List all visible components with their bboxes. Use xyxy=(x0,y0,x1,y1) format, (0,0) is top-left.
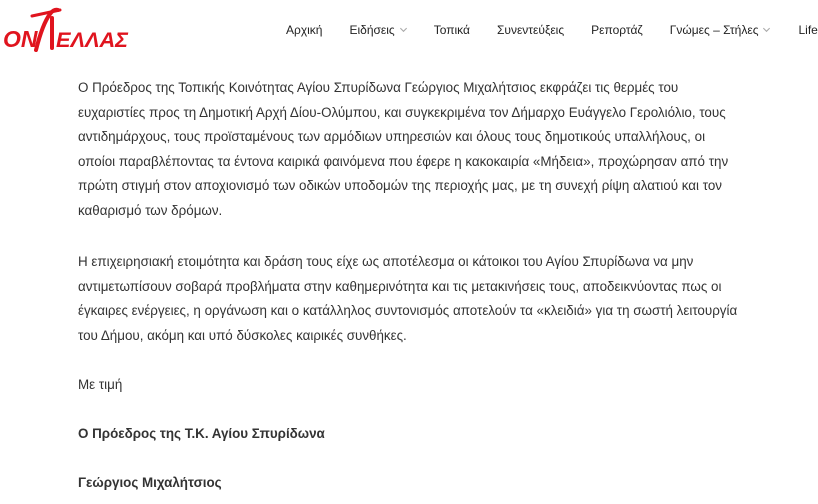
nav-item-opinions[interactable] xyxy=(670,23,772,37)
text-line: καθαρισμό των δρόμων. xyxy=(78,202,223,218)
nav-item-label: Τοπικά xyxy=(433,23,470,37)
nav-item-local[interactable] xyxy=(434,23,470,37)
nav-item-label: Ρεπορτάζ xyxy=(591,23,643,37)
text-line: αντιδημάρχους, τους προϊσταμένους των αρμόδιων υπηρεσιών και όλους τους δημοτικούς υπαλλήλους, οι xyxy=(78,129,706,145)
site-logo[interactable] xyxy=(2,4,130,54)
nav-item-label: Γνώμες – Στήλες xyxy=(669,23,759,37)
text-line: ευχαριστίες προς τη Δημοτική Αρχή Δίου-Ολύμπου, και συγκεκριμένα τον Δήμαρχο Ευάγγελο Γερολιόλιο, τους xyxy=(78,104,726,120)
text-line: πρώτη στιγμή στον αποχιονισμό των οδικών υποδομών της περιοχής μας, με τη συνεχή ρίψη αλατιού και τον xyxy=(78,178,722,194)
text-line: έγκαιρες ενέργειες, η οργάνωση και ο κατάλληλος συντονισμός αποτελούν τα «κλειδιά» για τη σωστή λειτουργία xyxy=(78,303,738,319)
article-paragraph-1 xyxy=(78,76,778,224)
text-line: Η επιχειρησιακή ετοιμότητα και δράση τους είχε ως αποτέλεσμα οι κάτοικοι του Αγίου Σπυρίδωνα να μην xyxy=(78,254,694,269)
chevron-down-icon xyxy=(762,25,771,34)
nav-item-home[interactable] xyxy=(286,23,322,37)
nav-item-label: Life xyxy=(798,23,818,37)
nav-item-reportage[interactable] xyxy=(591,23,643,37)
nav-item-interviews[interactable] xyxy=(497,23,564,37)
nav-item-life[interactable] xyxy=(798,23,817,37)
nav-item-label: Ειδήσεις xyxy=(349,23,395,37)
signature-name: Γεώργιος Μιχαλήτσιος xyxy=(78,475,222,490)
nav-item-news[interactable] xyxy=(349,23,407,37)
chevron-down-icon xyxy=(399,25,408,34)
logo-graphic xyxy=(2,4,130,54)
signature-title: Ο Πρόεδρος της Τ.Κ. Αγίου Σπυρίδωνα xyxy=(78,426,325,441)
svg-text:ΕΛΛΑΣ: ΕΛΛΑΣ xyxy=(56,29,129,52)
nav-item-label: Αρχική xyxy=(286,23,323,37)
text-line: του Δήμου, ακόμη και υπό δύσκολες καιρικές συνθήκες. xyxy=(78,327,407,343)
nav-item-label: Συνεντεύξεις xyxy=(496,23,565,37)
text-line: αντιμετωπίσουν σοβαρά προβλήματα στην καθημερινότητα και τις μετακινήσεις τους, αποδεικνύοντας πως οι xyxy=(78,278,722,294)
text-line: Ο Πρόεδρος της Τοπικής Κοινότητας Αγίου Σπυρίδωνα Γεώργιος Μιχαλήτσιος εκφράζει τις θερμές του xyxy=(78,80,679,95)
site-header xyxy=(0,0,818,62)
closing-salutation: Με τιμή xyxy=(78,377,123,392)
svg-text:ΟΝ: ΟΝ xyxy=(3,26,38,52)
article-paragraph-2 xyxy=(78,250,778,348)
text-line: οποίοι παραβλέποντας τα έντονα καιρικά φαινόμενα που έφερε η κακοκαιρία «Μήδεια», προχώρησαν από την xyxy=(78,153,729,169)
main-nav xyxy=(286,20,818,40)
